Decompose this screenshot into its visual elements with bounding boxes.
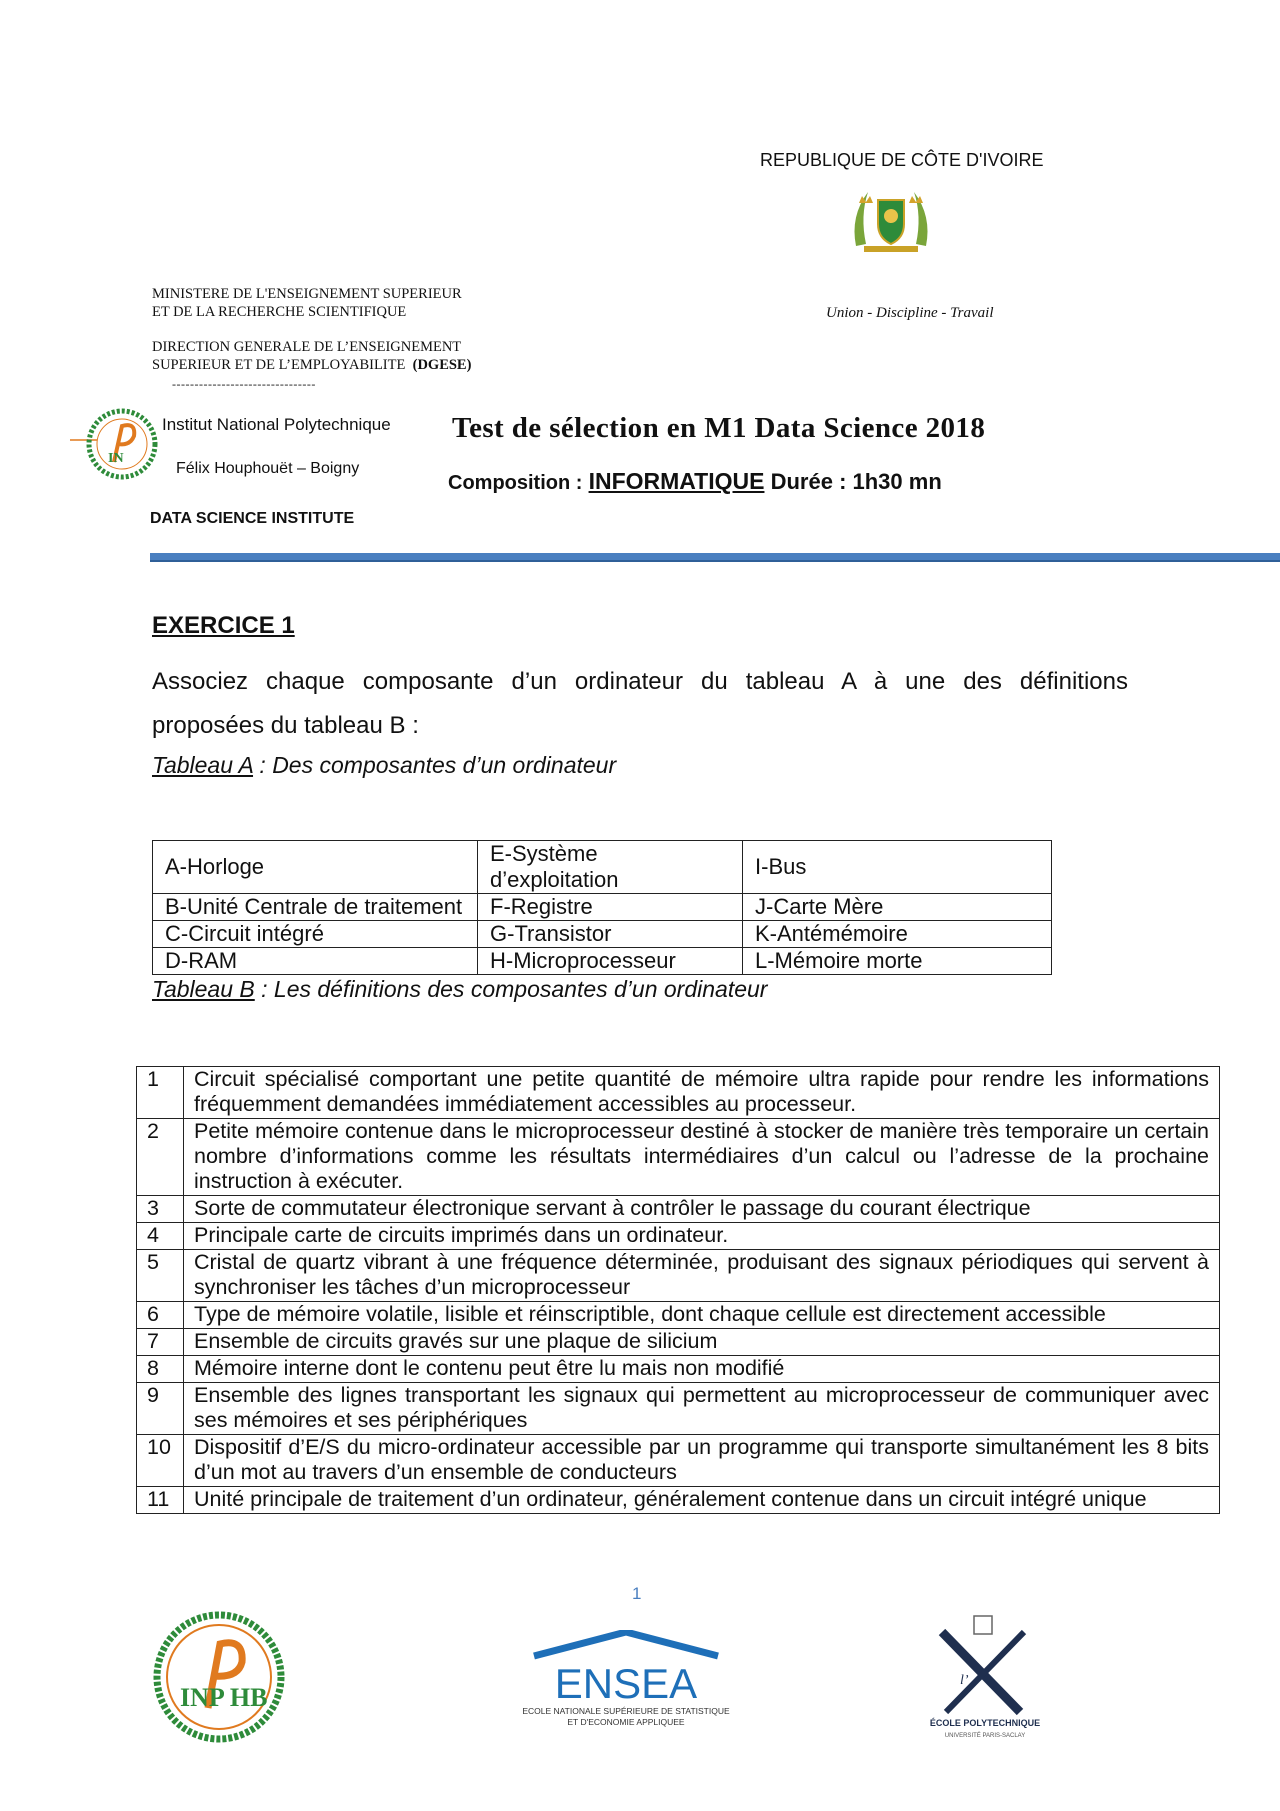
institute-subtitle: Félix Houphouët – Boigny: [176, 460, 360, 477]
ensea-subtitle: ET D'ECONOMIE APPLIQUEE: [567, 1717, 685, 1727]
composition-label: Composition :: [448, 472, 583, 494]
table-b-caption-label: Tableau B: [152, 976, 255, 1002]
definition-text: Unité principale de traitement d’un ordinateur, généralement contenue dans un circuit intégré unique: [184, 1487, 1220, 1514]
table-b-row: [137, 1356, 1220, 1383]
table-b-row: [137, 1383, 1220, 1435]
table-b-row: [137, 1487, 1220, 1514]
table-b-row: [137, 1067, 1220, 1119]
page-number: 1: [632, 1584, 642, 1603]
header-divider: [150, 553, 1280, 562]
table-b-row: [137, 1223, 1220, 1250]
ministry-line: ET DE LA RECHERCHE SCIENTIFIQUE: [152, 304, 407, 320]
composition-line: [448, 468, 942, 495]
table-b-caption-text: : Les définitions des composantes d’un ordinateur: [254, 976, 768, 1002]
definition-number: 2: [137, 1119, 184, 1196]
table-a-cell: B-Unité Centrale de traitement: [153, 894, 478, 921]
table-b-row: [137, 1435, 1220, 1487]
definition-text: Ensemble des lignes transportant les signaux qui permettent au microprocesseur de communiquer avec ses mémoires et ses périphériques: [184, 1383, 1220, 1435]
table-a-cell: L-Mémoire morte: [743, 948, 1052, 975]
table-a-caption-label: Tableau A: [152, 752, 254, 778]
table-a-row: [153, 894, 1052, 921]
instruction-line: Associez chaque composante d’un ordinateur du tableau A à une des définitions: [152, 668, 1128, 695]
definition-number: 3: [137, 1196, 184, 1223]
table-b-row: [137, 1329, 1220, 1356]
exercise-title: EXERCICE 1: [152, 612, 295, 639]
table-a-cell: C-Circuit intégré: [153, 921, 478, 948]
table-a: [152, 840, 1052, 975]
national-motto: Union - Discipline - Travail: [826, 305, 994, 321]
definition-text: Dispositif d’E/S du micro-ordinateur accessible par un programme qui transporte simultanément les 8 bits d’un mot au travers d’un ensemble de conducteurs: [184, 1435, 1220, 1487]
definition-text: Type de mémoire volatile, lisible et réinscriptible, dont chaque cellule est directement accessible: [184, 1302, 1220, 1329]
inp-hb-logo: [152, 1610, 286, 1744]
definition-text: Cristal de quartz vibrant à une fréquence déterminée, produisant des signaux périodiques qui servent à synchroniser les tâches d’un microprocesseur: [184, 1250, 1220, 1302]
institute-department: DATA SCIENCE INSTITUTE: [150, 510, 355, 527]
ministry-line: MINISTERE DE L'ENSEIGNEMENT SUPERIEUR: [152, 286, 462, 302]
table-b-caption: [152, 976, 767, 1003]
definition-number: 10: [137, 1435, 184, 1487]
definition-text: Principale carte de circuits imprimés dans un ordinateur.: [184, 1223, 1220, 1250]
definition-number: 4: [137, 1223, 184, 1250]
table-a-cell: J-Carte Mère: [743, 894, 1052, 921]
table-b-row: [137, 1250, 1220, 1302]
definition-number: 11: [137, 1487, 184, 1514]
definition-number: 1: [137, 1067, 184, 1119]
test-title: Test de sélection en M1 Data Science 2018: [452, 412, 986, 444]
composition-subject: INFORMATIQUE: [588, 468, 765, 494]
table-a-row: [153, 841, 1052, 894]
exercise-instructions: [152, 660, 1128, 748]
table-b-row: [137, 1196, 1220, 1223]
table-b: [136, 1066, 1220, 1514]
definition-number: 8: [137, 1356, 184, 1383]
table-a-cell: E-Système d’exploitation: [478, 841, 743, 894]
definition-number: 6: [137, 1302, 184, 1329]
definition-number: 5: [137, 1250, 184, 1302]
direction-block: [152, 338, 471, 374]
ensea-wordmark: ENSEA: [554, 1660, 698, 1707]
table-a-cell: H-Microprocesseur: [478, 948, 743, 975]
table-a-cell: F-Registre: [478, 894, 743, 921]
direction-line-text: SUPERIEUR ET DE L’EMPLOYABILITE: [152, 357, 406, 373]
composition-duration: Durée : 1h30 mn: [770, 469, 942, 494]
definition-number: 7: [137, 1329, 184, 1356]
svg-text:IN: IN: [108, 451, 124, 466]
definition-text: Circuit spécialisé comportant une petite quantité de mémoire ultra rapide pour rendre les informations fréquemment demandées immédiatement accessibles au processeur.: [184, 1067, 1220, 1119]
institute-name: Institut National Polytechnique: [162, 415, 391, 434]
table-b-row: [137, 1119, 1220, 1196]
svg-text:l’: l’: [960, 1673, 969, 1688]
ministry-block: [152, 285, 462, 321]
table-a-cell: K-Antémémoire: [743, 921, 1052, 948]
definition-text: Sorte de commutateur électronique servant à contrôler le passage du courant électrique: [184, 1196, 1220, 1223]
definition-text: Mémoire interne dont le contenu peut être lu mais non modifié: [184, 1356, 1220, 1383]
x-wordmark: ÉCOLE POLYTECHNIQUE: [929, 1718, 1041, 1728]
direction-line: [152, 356, 471, 374]
ensea-subtitle: ECOLE NATIONALE SUPÉRIEURE DE STATISTIQUE: [522, 1706, 730, 1716]
table-a-caption-text: : Des composantes d’un ordinateur: [253, 752, 617, 778]
table-a-cell: A-Horloge: [153, 841, 478, 894]
table-b-row: [137, 1302, 1220, 1329]
definition-number: 9: [137, 1383, 184, 1435]
ensea-logo: [514, 1630, 738, 1730]
x-subtitle: UNIVERSITÉ PARIS-SACLAY: [944, 1733, 1026, 1739]
table-a-caption: [152, 752, 616, 779]
definition-text: Ensemble de circuits gravés sur une plaque de silicium: [184, 1329, 1220, 1356]
separator-dashes: --------------------------------: [172, 377, 316, 391]
inp-logo-letters: INP HB: [180, 1683, 268, 1712]
coat-of-arms-emblem: [848, 186, 934, 256]
instruction-line: proposées du tableau B :: [152, 712, 419, 739]
definition-text: Petite mémoire contenue dans le microprocesseur destiné à stocker de manière très temporaire un certain nombre d’informations comme les résultats intermédiaires d’un calcul ou l’adresse de la prochaine instruction à exécuter.: [184, 1119, 1220, 1196]
table-a-row: [153, 921, 1052, 948]
ecole-polytechnique-logo: [920, 1612, 1050, 1742]
table-a-cell: I-Bus: [743, 841, 1052, 894]
republic-heading: REPUBLIQUE DE CÔTE D'IVOIRE: [760, 150, 1044, 170]
table-a-cell: G-Transistor: [478, 921, 743, 948]
direction-line: DIRECTION GENERALE DE L’ENSEIGNEMENT: [152, 339, 462, 355]
inp-logo-small: [70, 404, 170, 484]
direction-acronym: (DGESE): [412, 357, 472, 373]
table-a-row: [153, 948, 1052, 975]
table-a-cell: D-RAM: [153, 948, 478, 975]
